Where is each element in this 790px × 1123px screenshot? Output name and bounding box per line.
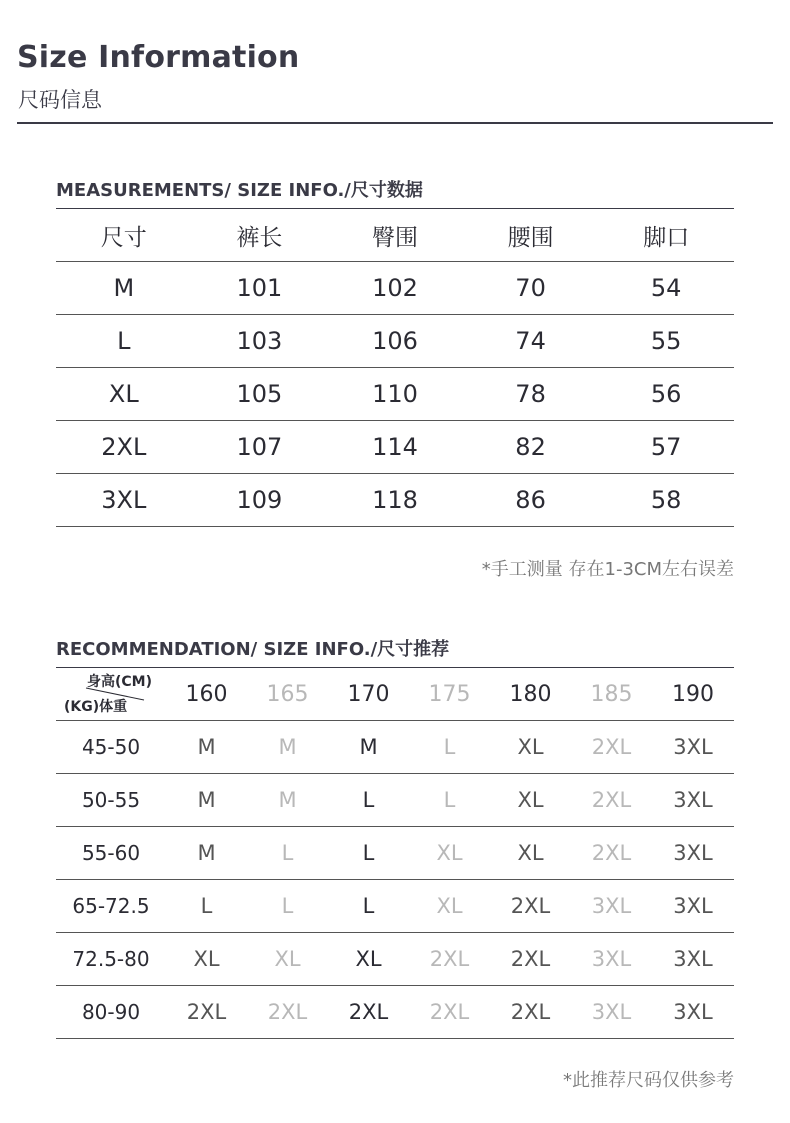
size-cell: M — [247, 774, 328, 827]
value-cell: 106 — [327, 315, 463, 368]
size-cell: M — [166, 774, 247, 827]
size-cell: L — [409, 774, 490, 827]
table-row — [56, 986, 734, 1039]
value-cell: 105 — [192, 368, 328, 421]
value-cell: 107 — [192, 421, 328, 474]
height-header: 160 — [166, 668, 247, 721]
value-cell: 110 — [327, 368, 463, 421]
table-row — [56, 774, 734, 827]
table-row — [56, 827, 734, 880]
size-cell: 2XL — [247, 986, 328, 1039]
value-cell: 74 — [463, 315, 599, 368]
height-header: 180 — [490, 668, 571, 721]
weight-cell: 80-90 — [56, 986, 166, 1039]
size-cell: M — [166, 827, 247, 880]
size-cell: 2XL — [490, 933, 571, 986]
value-cell: 55 — [598, 315, 734, 368]
height-header: 170 — [328, 668, 409, 721]
weight-axis-label: (KG)体重 — [64, 699, 128, 715]
size-cell: 2XL — [490, 880, 571, 933]
value-cell: 118 — [327, 474, 463, 527]
value-cell: 86 — [463, 474, 599, 527]
size-cell: M — [166, 721, 247, 774]
size-cell: 3XL — [652, 774, 734, 827]
recommendation-section-title: RECOMMENDATION/ SIZE INFO./尺寸推荐 — [56, 639, 450, 660]
value-cell: 109 — [192, 474, 328, 527]
recommendation-header-row — [56, 668, 734, 721]
size-cell: L — [328, 827, 409, 880]
page-subtitle: 尺码信息 — [18, 88, 102, 112]
measurements-table — [56, 209, 734, 527]
table-row — [56, 262, 734, 315]
table-row — [56, 315, 734, 368]
weight-cell: 50-55 — [56, 774, 166, 827]
size-cell: 2XL — [56, 421, 192, 474]
measurements-header-row — [56, 209, 734, 262]
size-cell: 2XL — [571, 721, 652, 774]
page-divider — [17, 122, 773, 124]
value-cell: 102 — [327, 262, 463, 315]
corner-header — [56, 668, 166, 721]
size-cell: 3XL — [652, 986, 734, 1039]
size-cell: M — [56, 262, 192, 315]
height-axis-label: 身高(CM) — [86, 674, 152, 690]
size-cell: L — [56, 315, 192, 368]
recommendation-table — [56, 668, 734, 1039]
value-cell: 70 — [463, 262, 599, 315]
table-row — [56, 368, 734, 421]
size-cell: M — [328, 721, 409, 774]
size-cell: 3XL — [652, 933, 734, 986]
size-cell: XL — [409, 827, 490, 880]
value-cell: 101 — [192, 262, 328, 315]
size-cell: XL — [247, 933, 328, 986]
size-cell: L — [247, 880, 328, 933]
size-cell: XL — [166, 933, 247, 986]
table-row — [56, 474, 734, 527]
recommendation-note: *此推荐尺码仅供参考 — [563, 1070, 734, 1091]
value-cell: 58 — [598, 474, 734, 527]
size-cell: XL — [409, 880, 490, 933]
size-cell: 3XL — [652, 827, 734, 880]
size-cell: XL — [56, 368, 192, 421]
table-row — [56, 880, 734, 933]
size-cell: XL — [328, 933, 409, 986]
weight-cell: 45-50 — [56, 721, 166, 774]
size-cell: 2XL — [328, 986, 409, 1039]
size-cell: 3XL — [571, 880, 652, 933]
table-row — [56, 421, 734, 474]
size-cell: L — [328, 880, 409, 933]
table-row — [56, 721, 734, 774]
value-cell: 54 — [598, 262, 734, 315]
size-cell: L — [247, 827, 328, 880]
size-cell: L — [328, 774, 409, 827]
weight-cell: 55-60 — [56, 827, 166, 880]
size-cell: 3XL — [652, 721, 734, 774]
value-cell: 78 — [463, 368, 599, 421]
column-header-hip: 臀围 — [327, 209, 463, 262]
measurement-note: *手工测量 存在1-3CM左右误差 — [481, 559, 734, 580]
size-cell: L — [409, 721, 490, 774]
size-cell: L — [166, 880, 247, 933]
weight-cell: 72.5-80 — [56, 933, 166, 986]
height-header: 175 — [409, 668, 490, 721]
size-cell: XL — [490, 774, 571, 827]
value-cell: 57 — [598, 421, 734, 474]
size-cell: 3XL — [571, 933, 652, 986]
size-cell: 3XL — [56, 474, 192, 527]
column-header-pants-length: 裤长 — [192, 209, 328, 262]
height-header: 185 — [571, 668, 652, 721]
value-cell: 82 — [463, 421, 599, 474]
size-cell: 2XL — [166, 986, 247, 1039]
column-header-leg-opening: 脚口 — [598, 209, 734, 262]
weight-cell: 65-72.5 — [56, 880, 166, 933]
size-cell: 3XL — [571, 986, 652, 1039]
value-cell: 56 — [598, 368, 734, 421]
size-cell: M — [247, 721, 328, 774]
measurements-section-title: MEASUREMENTS/ SIZE INFO./尺寸数据 — [56, 180, 423, 201]
size-cell: 2XL — [571, 827, 652, 880]
value-cell: 103 — [192, 315, 328, 368]
size-cell: 3XL — [652, 880, 734, 933]
page-title: Size Information — [17, 40, 300, 75]
size-cell: 2XL — [409, 986, 490, 1039]
height-header: 190 — [652, 668, 734, 721]
size-cell: 2XL — [571, 774, 652, 827]
table-row — [56, 933, 734, 986]
size-cell: 2XL — [409, 933, 490, 986]
column-header-waist: 腰围 — [463, 209, 599, 262]
column-header-size: 尺寸 — [56, 209, 192, 262]
size-cell: 2XL — [490, 986, 571, 1039]
size-cell: XL — [490, 827, 571, 880]
size-cell: XL — [490, 721, 571, 774]
value-cell: 114 — [327, 421, 463, 474]
height-header: 165 — [247, 668, 328, 721]
